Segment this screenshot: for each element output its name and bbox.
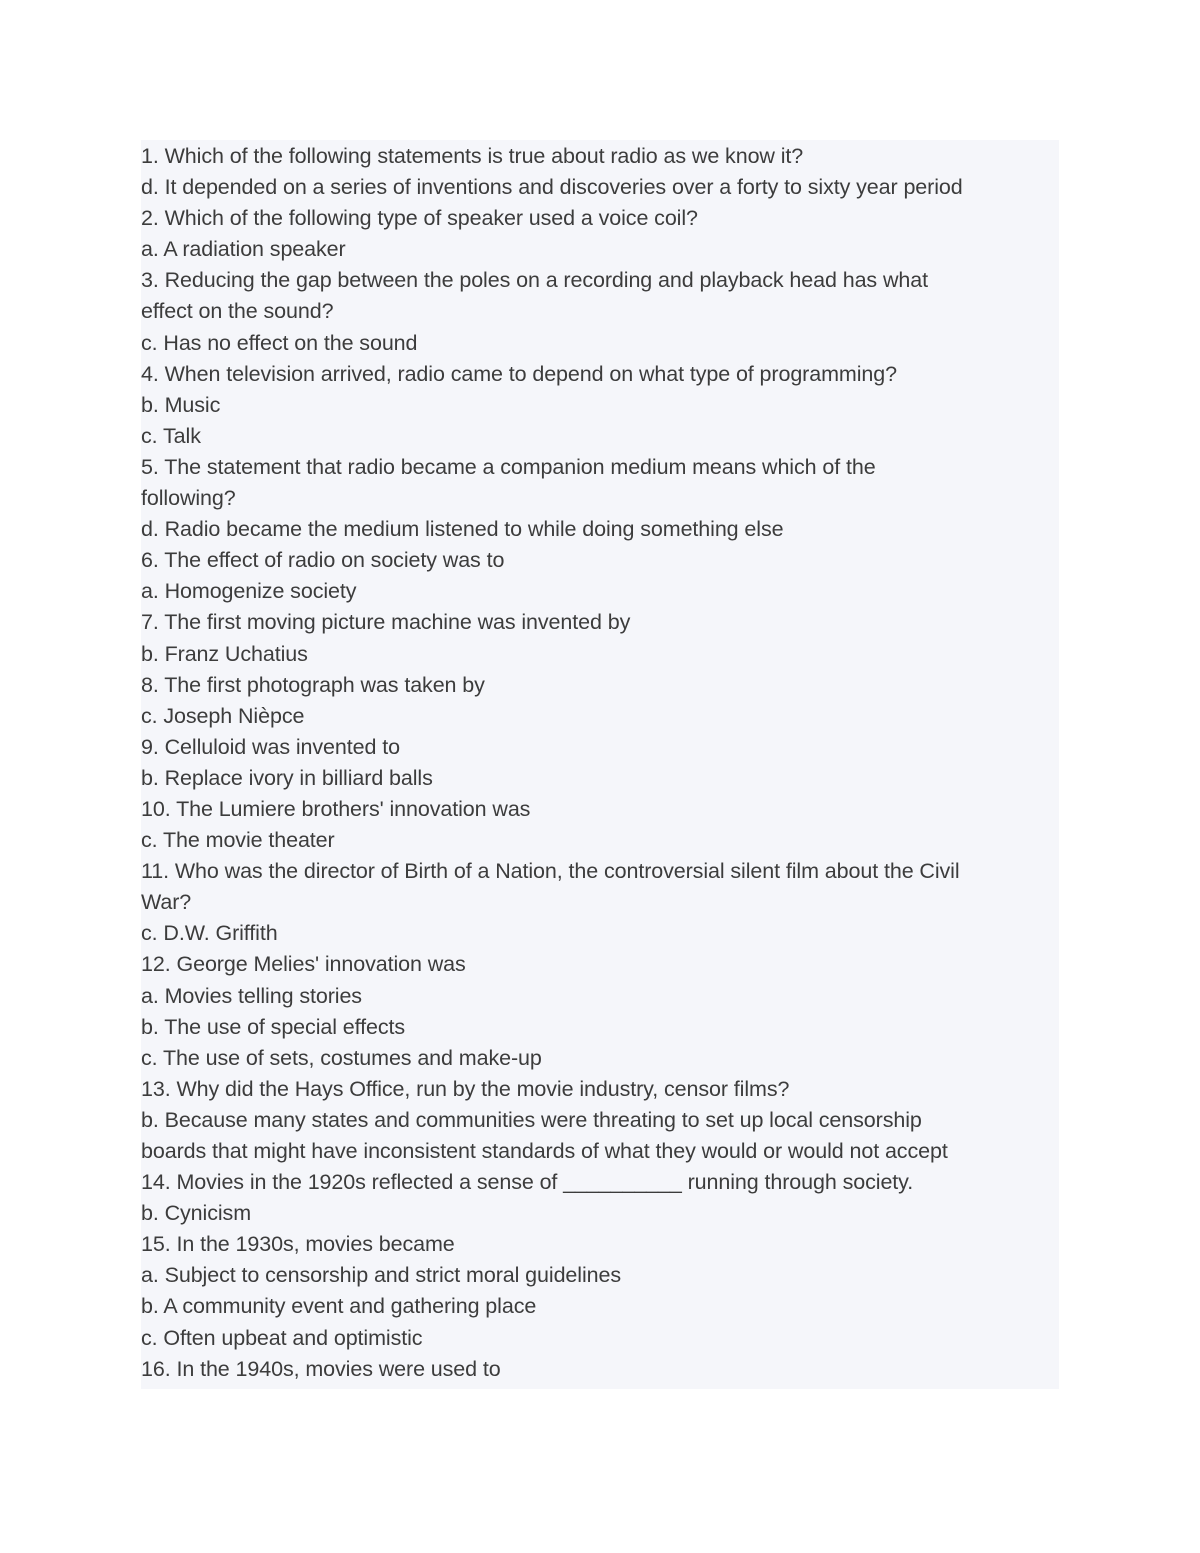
question-1: 1. Which of the following statements is true about radio as we know it? [141,144,804,168]
answer-12b: b. The use of special effects [141,1014,406,1039]
answer-10: c. The movie theater [141,828,335,853]
question-2: 2. Which of the following type of speaker used a voice coil? [141,206,698,231]
question-11-continued: War? [141,890,192,915]
answer-15b: b. A community event and gathering place [141,1294,537,1319]
question-13: 13. Why did the Hays Office, run by the movie industry, censor films? [141,1076,790,1101]
question-15: 15. In the 1930s, movies became [141,1232,455,1257]
answer-4c: c. Talk [141,423,201,448]
answer-5: d. Radio became the medium listened to while doing something else [141,517,784,542]
question-16: 16. In the 1940s, movies were used to [141,1356,501,1381]
answer-13: b. Because many states and communities were threating to set up local censorship [141,1107,922,1132]
question-5-continued: following? [141,486,236,511]
quiz-text-block [141,140,1059,1389]
question-10: 10. The Lumiere brothers' innovation was [141,796,531,821]
question-9: 9. Celluloid was invented to [141,734,400,759]
answer-14: b. Cynicism [141,1201,252,1226]
question-8: 8. The first photograph was taken by [141,672,485,697]
answer-9: b. Replace ivory in billiard balls [141,765,433,790]
answer-12a: a. Movies telling stories [141,983,362,1008]
question-3-continued: effect on the sound? [141,299,334,324]
question-11: 11. Who was the director of Birth of a Nation, the controversial silent film about the Civil [141,859,960,884]
answer-2: a. A radiation speaker [141,237,346,262]
question-6: 6. The effect of radio on society was to [141,548,505,573]
question-12: 12. George Melies' innovation was [141,952,466,977]
question-5: 5. The statement that radio became a companion medium means which of the [141,454,876,479]
question-4: 4. When television arrived, radio came to depend on what type of programming? [141,361,897,386]
question-3: 3. Reducing the gap between the poles on a recording and playback head has what [141,268,928,293]
answer-6: a. Homogenize society [141,579,357,604]
answer-7: b. Franz Uchatius [141,641,308,666]
answer-11: c. D.W. Griffith [141,921,278,946]
answer-15a: a. Subject to censorship and strict moral guidelines [141,1263,621,1288]
answer-4b: b. Music [141,392,221,417]
question-14: 14. Movies in the 1920s reflected a sense of __________ running through society. [141,1170,914,1195]
answer-8: c. Joseph Nièpce [141,703,305,728]
answer-3: c. Has no effect on the sound [141,330,418,355]
answer-1: d. It depended on a series of inventions and discoveries over a forty to sixty year period [141,175,963,200]
answer-15c: c. Often upbeat and optimistic [141,1325,423,1350]
answer-12c: c. The use of sets, costumes and make-up [141,1045,542,1070]
answer-13-continued: boards that might have inconsistent standards of what they would or would not accept [141,1139,948,1163]
question-7: 7. The first moving picture machine was invented by [141,610,631,635]
